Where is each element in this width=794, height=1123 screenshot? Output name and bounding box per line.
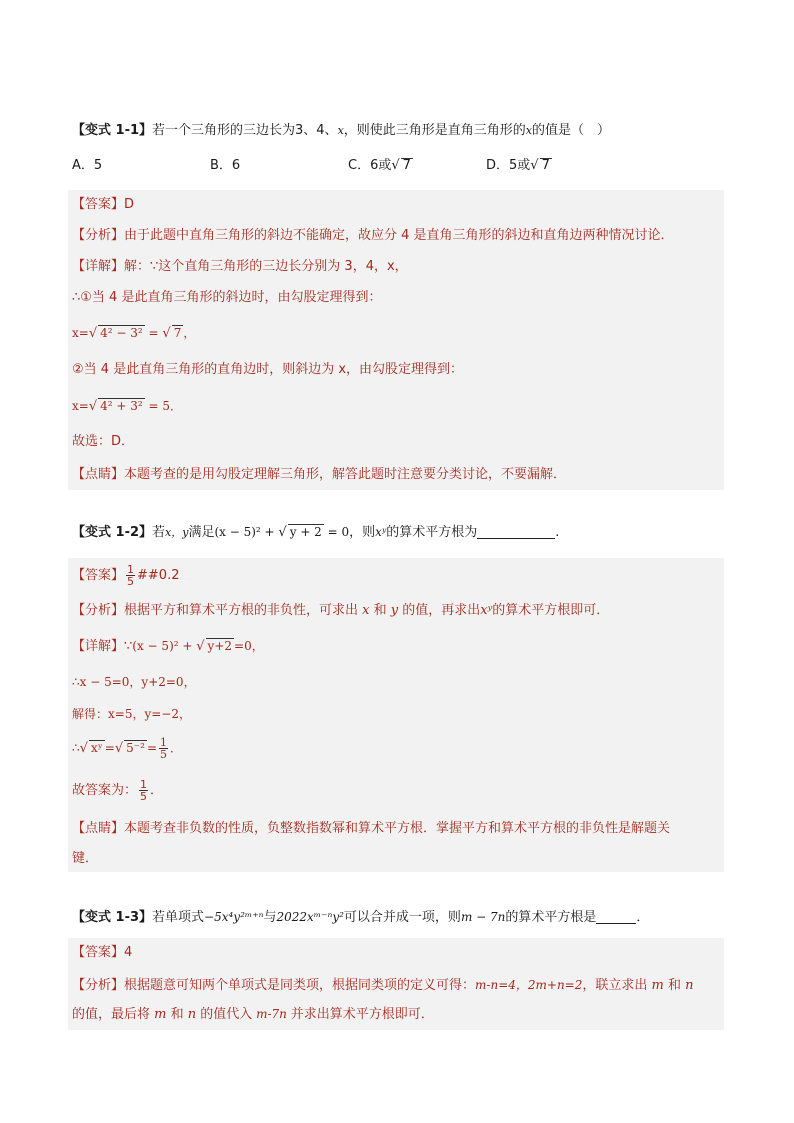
- analysis-line: 【分析】由于此题中直角三角形的斜边不能确定，故应分 4 是直角三角形的斜边和直角边两种情况讨论．: [72, 228, 674, 243]
- question-1-2-stem: 【变式 1-2】若x，y满足(x − 5)² + √ y + 2 = 0，则xʸ的算术平方根为 .: [72, 525, 560, 540]
- detail-line: 【详解】∵(x − 5)² + √ y+2 =0，: [72, 639, 264, 654]
- answer-line: 【答案】 $\frac{1}{5}$ ##0.2: [72, 563, 180, 588]
- option-d: D．5或√ 7: [486, 158, 550, 173]
- question-1-3-stem: 【变式 1-3】若单项式−5x⁴y²ᵐ⁺ⁿ与2022xᵐ⁻ⁿy²可以合并成一项，则m − 7n的算术平方根是 ．: [72, 910, 650, 925]
- question-tag: 【变式 1-1】: [72, 123, 153, 138]
- equation-1: x=√ 4² − 3² = √ 7 ，: [72, 326, 196, 341]
- analysis-line: 【分析】根据平方和算术平方根的非负性，可求出 x 和 y 的值，再求出xʸ的算术平方根即可．: [72, 603, 610, 618]
- answer-blank[interactable]: [477, 524, 555, 539]
- option-c: C．6或√ 7: [348, 158, 411, 173]
- answer-line: 【答案】D: [72, 197, 135, 212]
- choose-line: 故选：D．: [72, 434, 135, 449]
- answer-line: 【答案】4: [72, 945, 133, 960]
- final-answer-line: 故答案为： $\frac{1}{5}$ ．: [72, 778, 164, 803]
- question-tag: 【变式 1-3】: [72, 910, 153, 925]
- analysis-line: 【分析】根据题意可知两个单项式是同类项，根据同类项的定义可得：m-n=4，2m+n=2，联立求出 m 和 n: [72, 978, 694, 993]
- detail-line-4: ∴√ xʸ =√ 5⁻² = $\frac{1}{5}$ ．: [72, 736, 183, 761]
- case-2-line: ②当 4 是此直角三角形的直角边时，则斜边为 x，由勾股定理得到：: [72, 362, 464, 377]
- detail-line-3: 解得：x=5，y=−2，: [72, 707, 191, 721]
- question-1-1-stem: 【变式 1-1】若一个三角形的三边长为3、4、x，则使此三角形是直角三角形的x的值是（ ）: [72, 123, 611, 138]
- answer-blank[interactable]: [596, 909, 636, 924]
- option-b: B．6: [210, 158, 241, 173]
- option-a: A．5: [72, 158, 103, 173]
- analysis-line-2: 的值，最后将 m 和 n 的值代入 m-7n 并求出算术平方根即可．: [72, 1007, 434, 1022]
- point-line: 【点睛】本题考查非负数的性质，负整数指数幂和算术平方根．掌握平方和算术平方根的非负性是解题关: [72, 821, 671, 836]
- point-line-2: 键．: [72, 851, 99, 866]
- point-line: 【点睛】本题考查的是用勾股定理解三角形，解答此题时注意要分类讨论，不要漏解．: [72, 467, 567, 482]
- detail-line-2: ∴x − 5=0，y+2=0，: [72, 675, 196, 689]
- case-1-line: ∴①当 4 是此直角三角形的斜边时，由勾股定理得到：: [72, 290, 382, 305]
- detail-line: 【详解】解：∵这个直角三角形的三边长分别为 3，4，x，: [72, 259, 408, 274]
- question-tag: 【变式 1-2】: [72, 525, 153, 540]
- equation-2: x=√ 4² + 3² = 5．: [72, 399, 183, 414]
